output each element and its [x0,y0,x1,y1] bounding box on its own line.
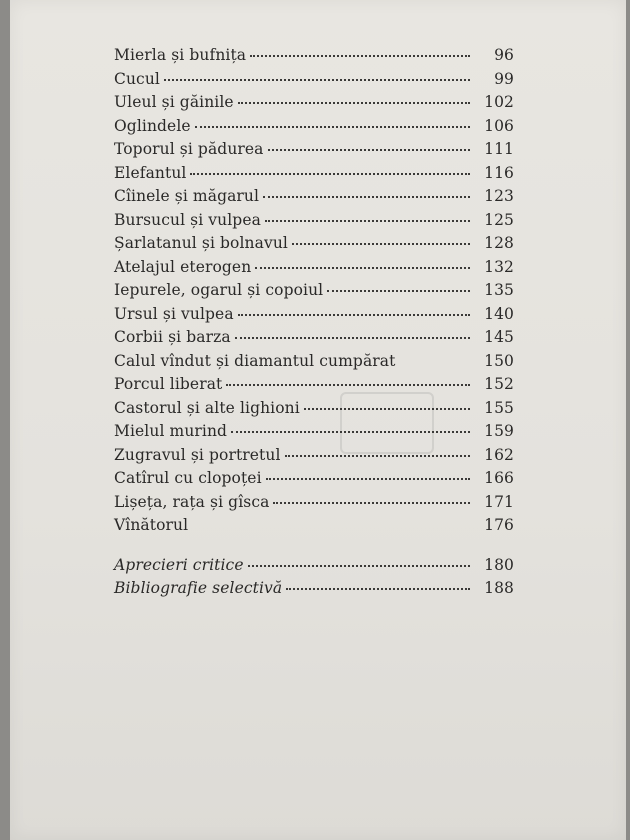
entry-page: 176 [484,516,514,534]
toc-entry [114,70,514,94]
toc-entry [114,164,514,188]
toc-appendix-entry [114,579,514,603]
dot-leader [248,564,470,567]
entry-page: 150 [484,351,514,370]
appendix-title: Bibliografie selectivă [114,579,283,597]
entry-title: Lișeța, rața și gîsca [114,492,270,511]
entry-title: Ursul și vulpea [114,304,234,323]
entry-page: 116 [484,163,514,182]
toc-entry [114,211,514,235]
dot-leader [192,524,470,527]
entry-title: Calul vîndut și diamantul cumpărat [114,351,396,370]
toc-entry [114,93,514,117]
dot-leader [226,383,470,386]
entry-title: Corbii și barza [114,328,231,346]
entry-page: 125 [484,210,514,229]
appendix-page: 180 [484,555,514,574]
dot-leader [255,266,470,269]
entry-title: Vînătorul [114,516,189,534]
toc-entry [114,281,514,305]
entry-title: Zugravul și portretul [114,445,281,464]
entry-page: 106 [484,116,514,135]
entry-title: Castorul și alte lighioni [114,398,300,417]
toc-entry [114,399,514,423]
entry-title: Șarlatanul și bolnavul [114,234,288,252]
toc-entry [114,422,514,446]
dot-leader [268,148,470,151]
toc-entry [114,187,514,211]
entry-page: 155 [484,398,514,417]
entry-title: Mielul murind [114,422,228,440]
toc-entry [114,328,514,352]
toc-entry [114,258,514,282]
toc-entry [114,469,514,493]
table-of-contents [114,46,514,603]
toc-entry [114,493,514,517]
entry-title: Catîrul cu clopoței [114,469,262,487]
dot-leader [292,242,470,245]
entry-title: Cîinele și măgarul [114,187,260,205]
appendix-page: 188 [484,579,514,597]
dot-leader [304,407,470,410]
entry-title: Elefantul [114,163,187,182]
dot-leader [250,54,470,57]
entry-page: 111 [484,140,514,158]
toc-entry [114,46,514,70]
entry-title: Mierla și bufnița [114,46,247,64]
entry-page: 99 [494,69,514,88]
dot-leader [164,78,470,81]
entry-page: 145 [484,328,514,346]
toc-entry [114,117,514,141]
entry-title: Cucul [114,69,160,88]
toc-entry [114,234,514,258]
dot-leader [263,195,470,198]
toc-entry [114,352,514,376]
entry-page: 162 [484,445,514,464]
section-gap [114,540,514,556]
dot-leader [235,336,470,339]
entry-page: 171 [484,492,514,511]
entry-page: 152 [484,375,514,393]
entry-title: Toporul și pădurea [114,140,264,158]
entry-title: Porcul liberat [114,375,223,393]
dot-leader [327,289,470,292]
entry-title: Atelajul eterogen [114,257,252,276]
entry-title: Iepurele, ogarul și copoiul [114,281,324,299]
toc-entry [114,305,514,329]
entry-page: 132 [484,257,514,276]
toc-appendix-entry [114,556,514,580]
entry-page: 135 [484,281,514,299]
appendix-title: Aprecieri critice [114,555,244,574]
dot-leader [238,101,470,104]
entry-page: 128 [484,234,514,252]
toc-entry [114,516,514,540]
dot-leader [231,430,470,433]
entry-page: 140 [484,304,514,323]
dot-leader [190,172,470,175]
entry-page: 159 [484,422,514,440]
entry-page: 102 [484,93,514,111]
entry-page: 96 [494,46,514,64]
book-page [10,0,626,840]
dot-leader [238,313,470,316]
toc-entry [114,140,514,164]
dot-leader [286,587,470,590]
dot-leader [399,360,470,363]
entry-page: 123 [484,187,514,205]
toc-entry [114,446,514,470]
entry-title: Bursucul și vulpea [114,210,261,229]
entry-title: Oglindele [114,116,191,135]
dot-leader [273,501,470,504]
dot-leader [266,477,470,480]
toc-entry [114,375,514,399]
entry-title: Uleul și găinile [114,93,234,111]
dot-leader [195,125,470,128]
dot-leader [265,219,470,222]
entry-page: 166 [484,469,514,487]
dot-leader [285,454,470,457]
